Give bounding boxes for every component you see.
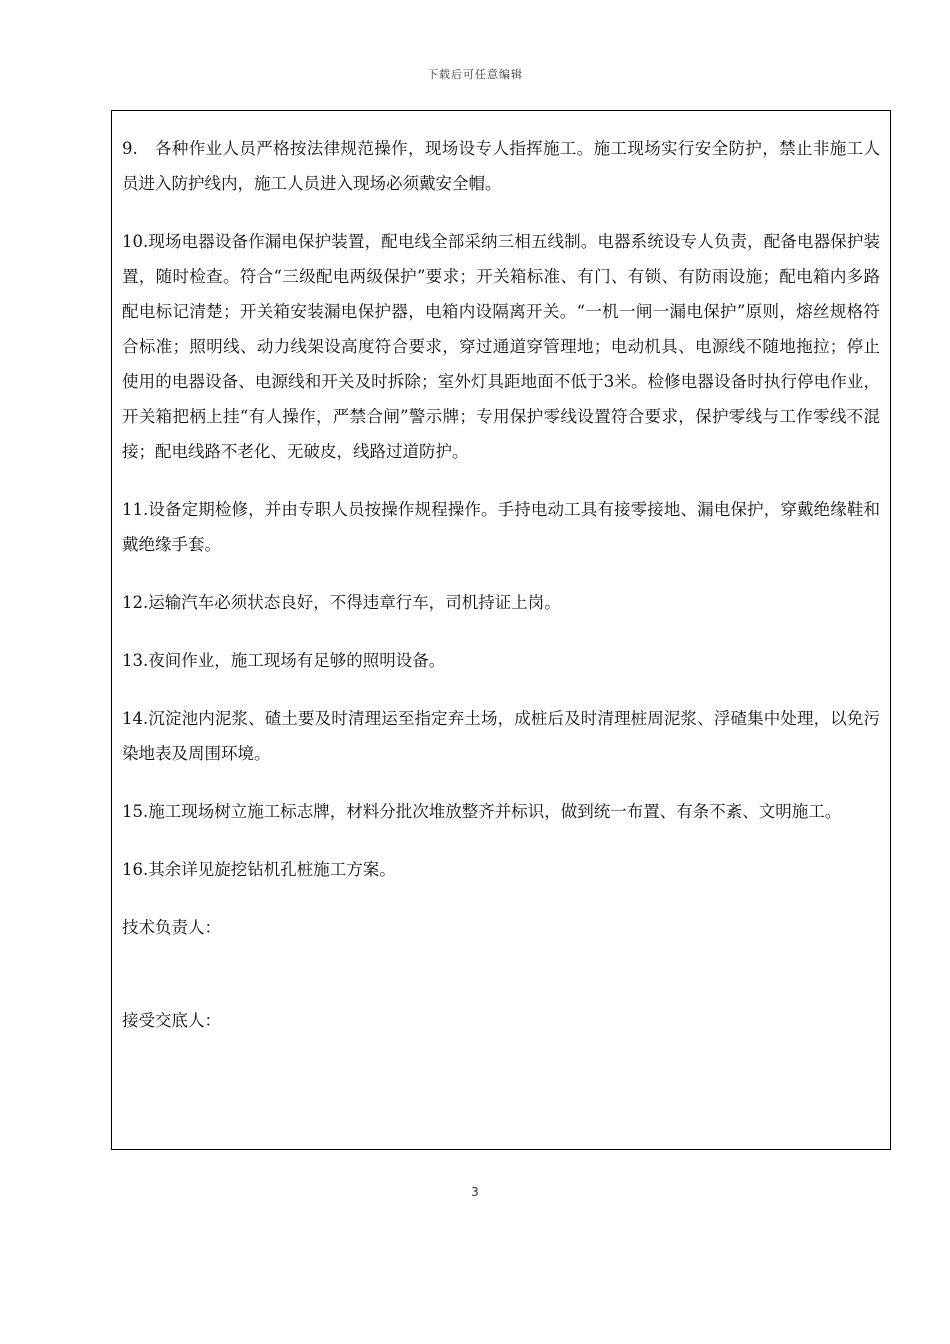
paragraph-10: 10.现场电器设备作漏电保护装置，配电线全部采纳三相五线制。电器系统设专人负责，配备电器保护装置，随时检查。符合“三级配电两级保护”要求；开关箱标准、有门、有锁、有防雨设施；配电箱内多路配电标记清楚；开关箱安装漏电保护器，电箱内设隔离开关。“一机一闸一漏电保护”原则，熔丝规格符合标准；照明线、动力线架设高度符合要求，穿过通道穿管理地；电动机具、电源线不随地拖拉；停止使用的电器设备、电源线和开关及时拆除；室外灯具距地面不低于3米。检修电器设备时执行停电作业，开关箱把柄上挂“有人操作，严禁合闸”警示牌；专用保护零线设置符合要求，保护零线与工作零线不混接；配电线路不老化、无破皮，线路过道防护。 [122, 232, 880, 461]
paragraph-14: 14.沉淀池内泥浆、碴土要及时清理运至指定弃土场，成桩后及时清理桩周泥浆、浮碴集中处理，以免污染地表及周围环境。 [122, 709, 880, 763]
recipient-label: 接受交底人： [122, 1011, 221, 1030]
paragraph-9: 9. 各种作业人员严格按法律规范操作，现场设专人指挥施工。施工现场实行安全防护，禁止非施工人员进入防护线内，施工人员进入现场必须戴安全帽。 [122, 139, 880, 193]
paragraph-11: 11.设备定期检修，并由专职人员按操作规程操作。手持电动工具有接零接地、漏电保护，穿戴绝缘鞋和戴绝缘手套。 [122, 500, 880, 554]
header-note: 下载后可任意编辑 [427, 68, 523, 81]
paragraph-15: 15.施工现场树立施工标志牌，材料分批次堆放整齐并标识，做到统一布置、有条不紊、文明施工。 [122, 802, 842, 821]
signature-space [122, 945, 880, 1003]
paragraph-12: 12.运输汽车必须状态良好，不得违章行车，司机持证上岗。 [122, 593, 561, 612]
paragraph-13: 13.夜间作业，施工现场有足够的照明设备。 [122, 651, 446, 670]
document-body [122, 131, 880, 1038]
content-frame [111, 110, 891, 1150]
page-number: 3 [471, 1185, 479, 1199]
technical-lead-label: 技术负责人： [122, 918, 221, 937]
paragraph-16: 16.其余详见旋挖钻机孔桩施工方案。 [122, 860, 396, 879]
